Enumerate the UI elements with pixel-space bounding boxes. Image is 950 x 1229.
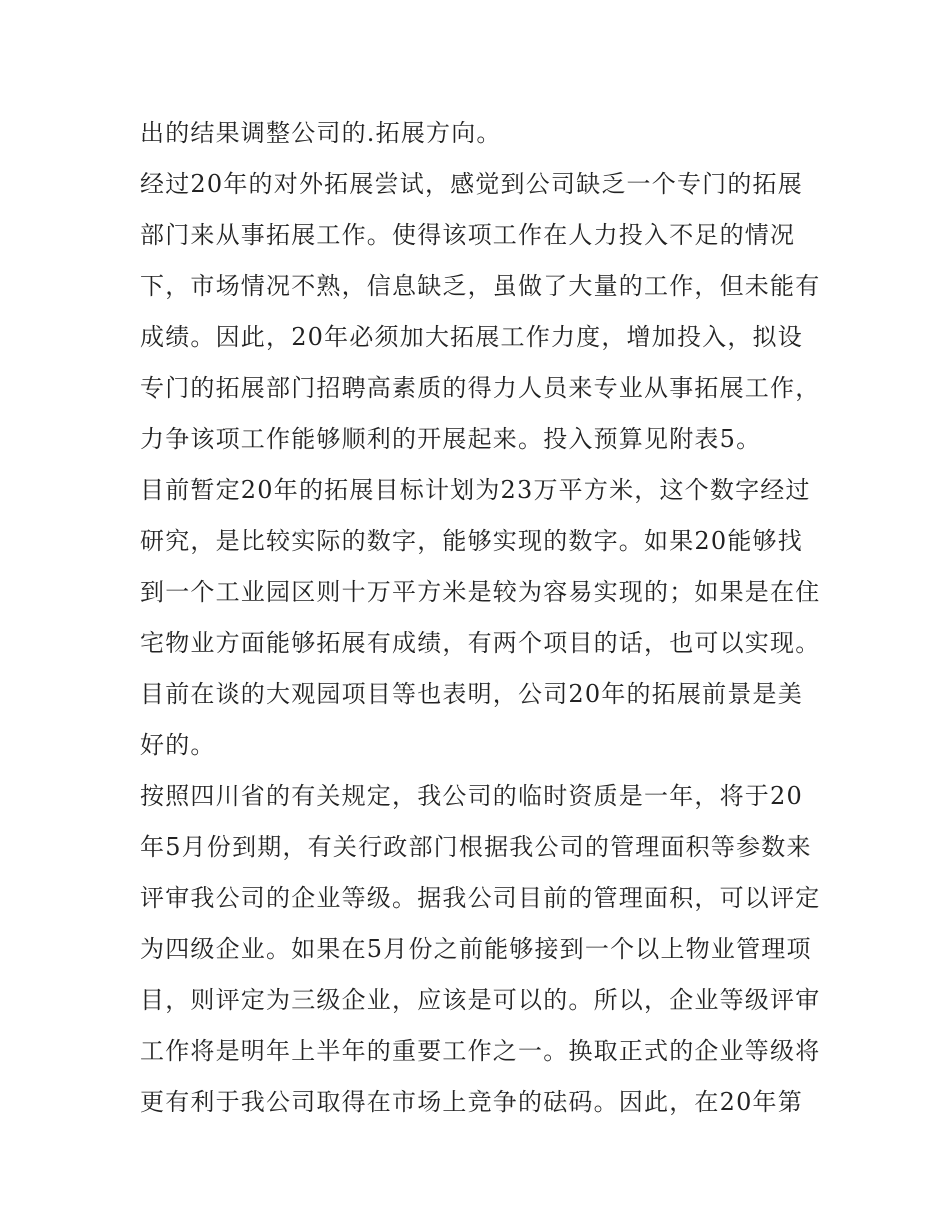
text-line: 出的结果调整公司的.拓展方向。 [140,119,502,147]
text-line: 成绩。因此，20年必须加大拓展工作力度，增加投入，拟设 [140,323,803,351]
text-line: 目，则评定为三级企业，应该是可以的。所以，企业等级评审 [140,986,821,1014]
text-line: 更有利于我公司取得在市场上竞争的砝码。因此，在20年第 [140,1088,803,1116]
text-line: 宅物业方面能够拓展有成绩，有两个项目的话，也可以实现。 [140,629,821,657]
text-line: 为四级企业。如果在5月份之前能够接到一个以上物业管理项 [140,935,812,963]
text-line: 部门来从事拓展工作。使得该项工作在人力投入不足的情况 [140,221,796,249]
text-line: 研究，是比较实际的数字，能够实现的数字。如果20能够找 [140,527,803,555]
text-line: 经过20年的对外拓展尝试，感觉到公司缺乏一个专门的拓展 [140,170,803,198]
text-line: 力争该项工作能够顺利的开展起来。投入预算见附表5。 [140,425,762,453]
text-line: 目前在谈的大观园项目等也表明，公司20年的拓展前景是美 [140,680,803,708]
text-line: 工作将是明年上半年的重要工作之一。换取正式的企业等级将 [140,1037,821,1065]
text-line: 评审我公司的企业等级。据我公司目前的管理面积，可以评定 [140,884,821,912]
text-line: 目前暂定20年的拓展目标计划为23万平方米，这个数字经过 [140,476,811,504]
text-line: 下，市场情况不熟，信息缺乏，虽做了大量的工作，但未能有 [140,272,821,300]
document-body [140,108,830,1128]
text-line: 到一个工业园区则十万平方米是较为容易实现的；如果是在住 [140,578,821,606]
text-line: 专门的拓展部门招聘高素质的得力人员来专业从事拓展工作， [140,374,821,402]
text-line: 按照四川省的有关规定，我公司的临时资质是一年，将于20 [140,782,803,810]
text-line: 好的。 [140,731,216,759]
text-line: 年5月份到期，有关行政部门根据我公司的管理面积等参数来 [140,833,812,861]
